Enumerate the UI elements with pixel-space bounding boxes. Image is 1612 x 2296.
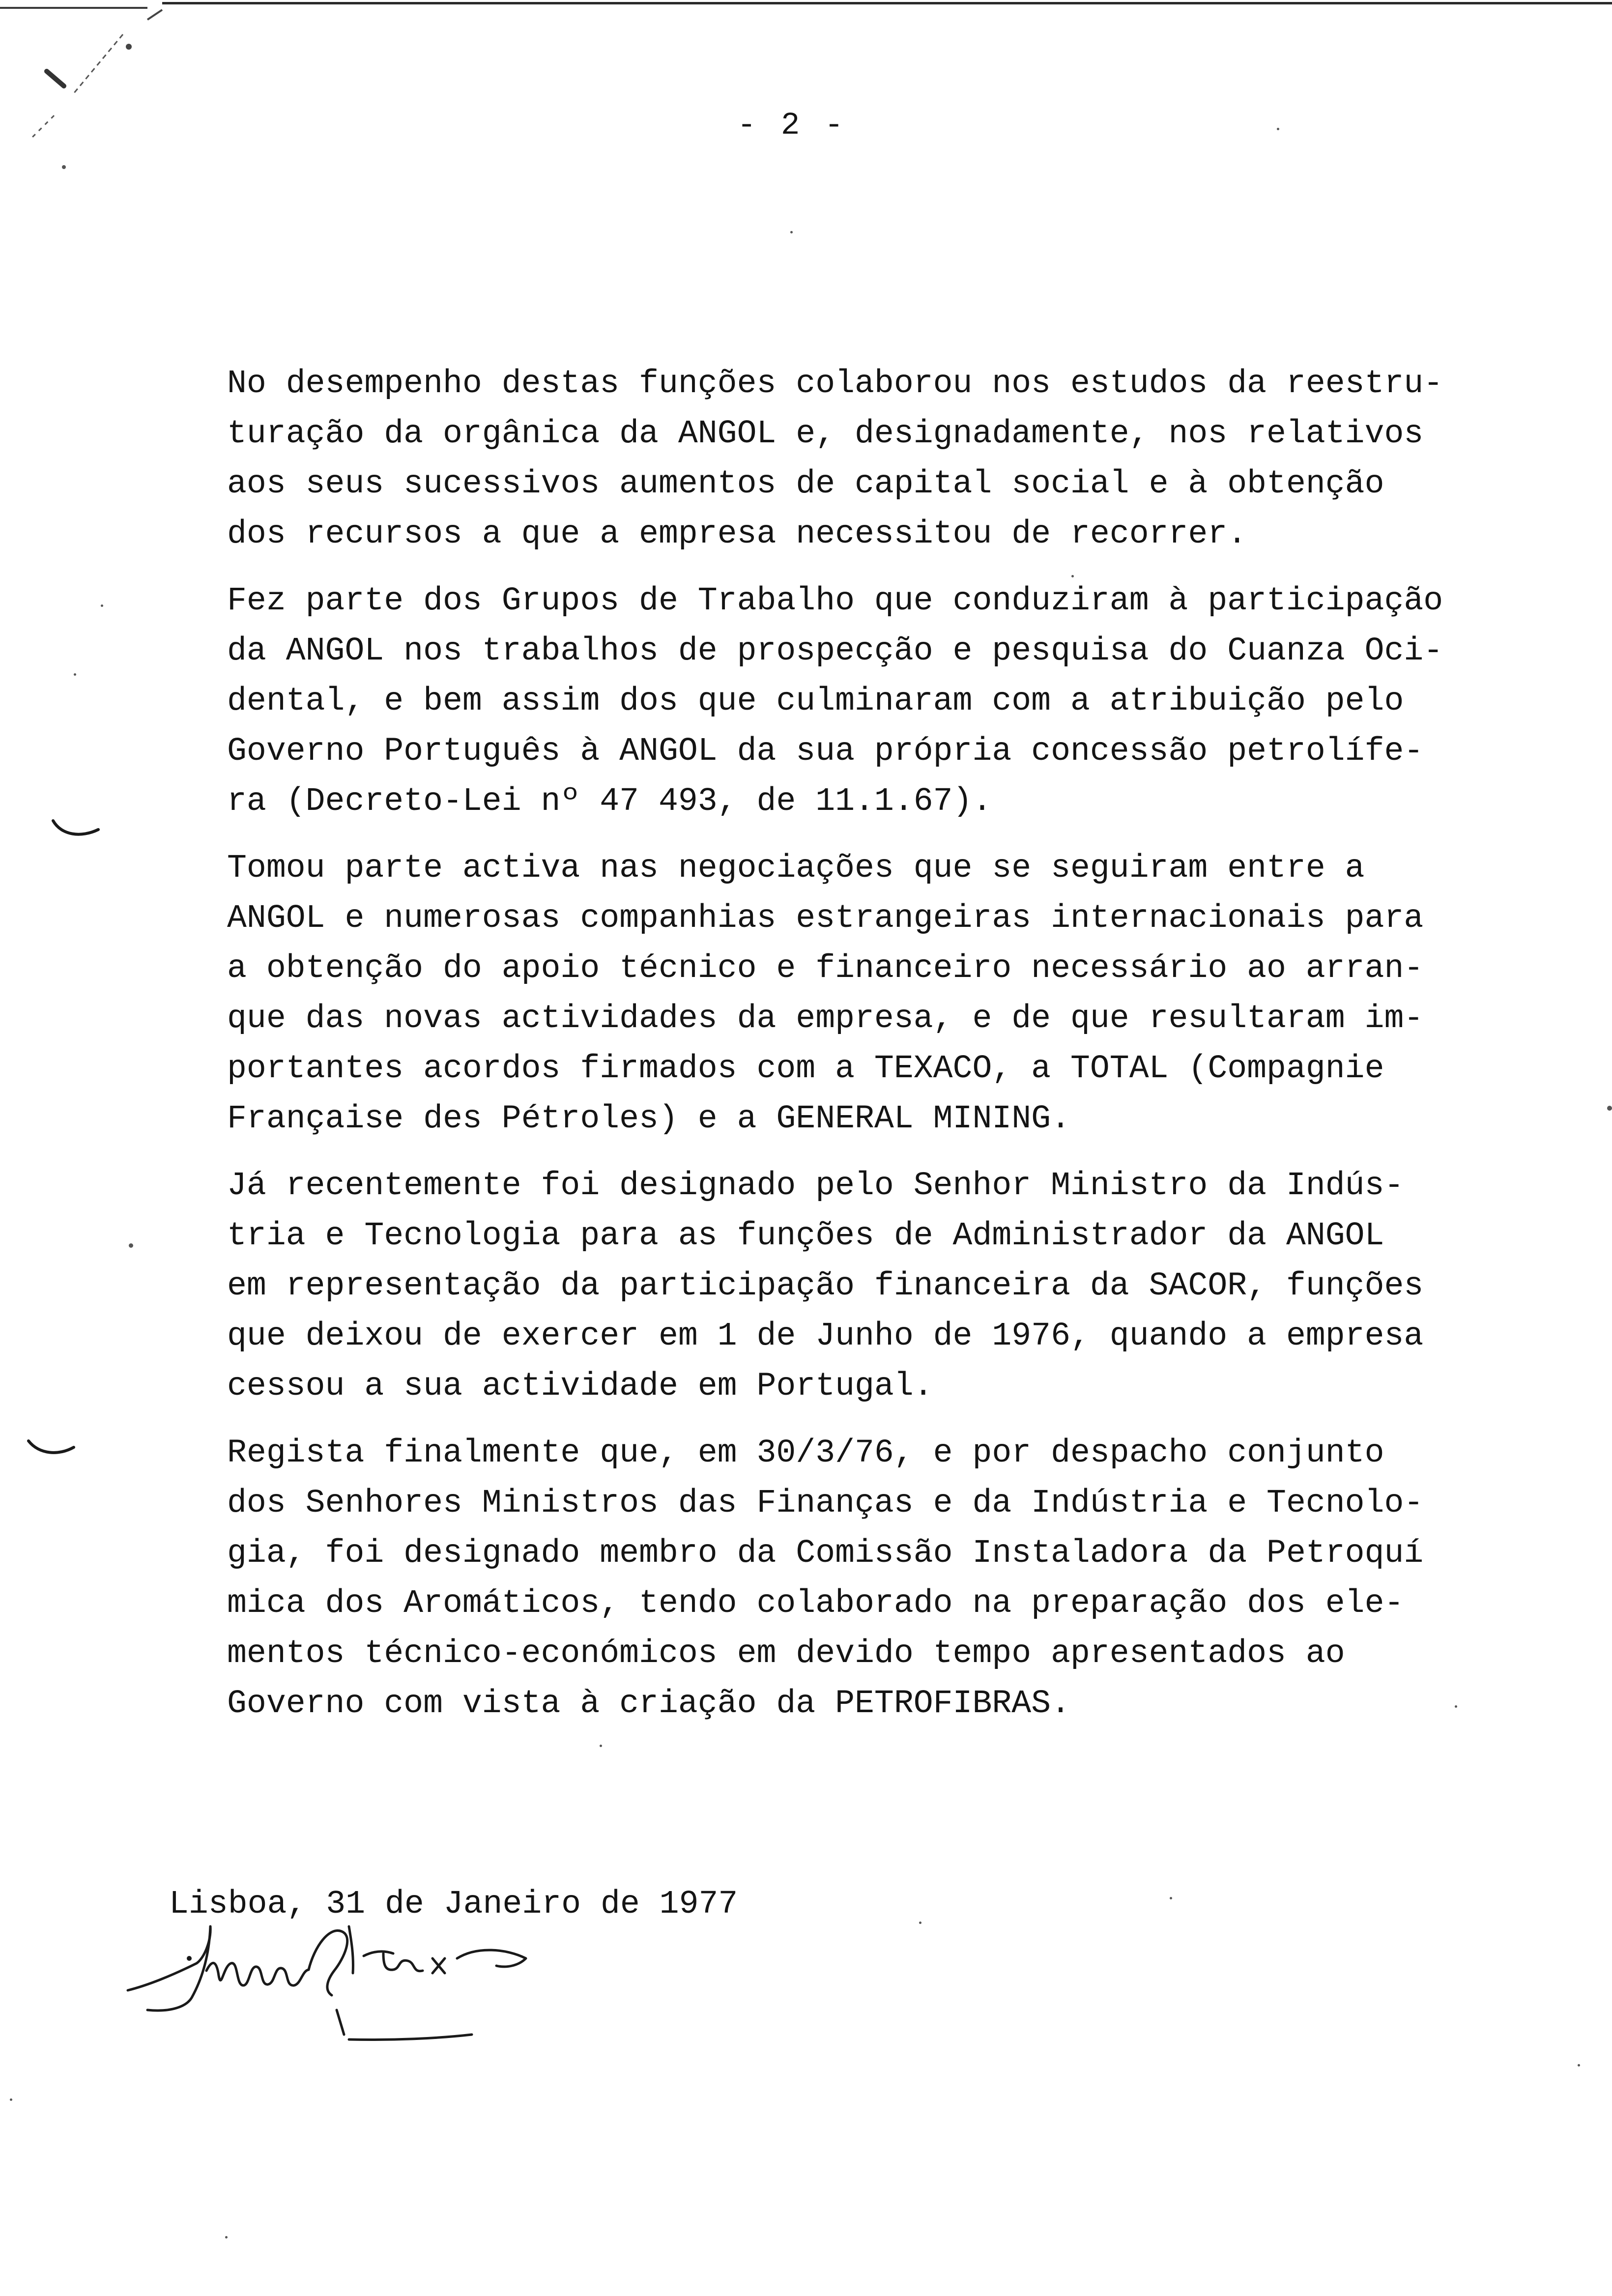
text-line: gia, foi designado membro da Comissão Instaladora da Petroquí	[227, 1535, 1424, 1572]
scan-speck	[129, 1243, 133, 1248]
top-border-line	[162, 2, 1612, 4]
paragraph-working-groups	[227, 576, 1505, 827]
scan-speck	[225, 2236, 228, 2239]
scan-speck	[1607, 1106, 1612, 1111]
scan-speck	[1455, 1705, 1457, 1708]
place-and-date: Lisboa, 31 de Janeiro de 1977	[169, 1886, 738, 1923]
text-line: Fez parte dos Grupos de Trabalho que conduziram à participação	[227, 582, 1443, 619]
margin-bracket-mark	[25, 1435, 79, 1464]
text-line: No desempenho destas funções colaborou nos estudos da reestru-	[227, 365, 1443, 402]
text-line: Française des Pétroles) e a GENERAL MINING.	[227, 1100, 1070, 1137]
text-line: da ANGOL nos trabalhos de prospecção e pesquisa do Cuanza Oci-	[227, 632, 1443, 669]
paragraph-administrator	[227, 1161, 1505, 1411]
text-line: dos recursos a que a empresa necessitou de recorrer.	[227, 516, 1247, 552]
text-line: turação da orgânica da ANGOL e, designadamente, nos relativos	[227, 415, 1424, 452]
handwritten-signature	[118, 1912, 560, 2074]
text-line: a obtenção do apoio técnico e financeiro necessário ao arran-	[227, 950, 1424, 987]
text-line: Tomou parte activa nas negociações que se seguiram entre a	[227, 850, 1365, 887]
text-line: em representação da participação financeira da SACOR, funções	[227, 1267, 1424, 1304]
scan-speck	[1170, 1897, 1172, 1899]
scan-speck	[600, 1745, 602, 1747]
text-line: mentos técnico-económicos em devido tempo apresentados ao	[227, 1635, 1345, 1672]
scan-speck	[790, 231, 793, 233]
text-line: cessou a sua actividade em Portugal.	[227, 1368, 933, 1405]
scan-speck	[101, 604, 103, 607]
scan-speck	[1277, 128, 1279, 130]
paragraph-functions	[227, 359, 1505, 559]
text-line: dental, e bem assim dos que culminaram com a atribuição pelo	[227, 683, 1404, 719]
text-line: Já recentemente foi designado pelo Senhor Ministro da Indús-	[227, 1167, 1404, 1204]
scan-speck	[74, 673, 76, 676]
paragraph-negotiations	[227, 843, 1505, 1144]
scan-speck	[1578, 2064, 1580, 2066]
corner-scan-mark	[0, 0, 167, 187]
text-line: mica dos Aromáticos, tendo colaborado na preparação dos ele-	[227, 1585, 1404, 1622]
text-line: ANGOL e numerosas companhias estrangeiras internacionais para	[227, 900, 1424, 937]
text-line: que das novas actividades da empresa, e de que resultaram im-	[227, 1000, 1424, 1037]
body-text	[227, 359, 1505, 1746]
text-line: dos Senhores Ministros das Finanças e da Indústria e Tecnolo-	[227, 1485, 1424, 1521]
margin-bracket-mark	[49, 816, 103, 845]
text-line: Regista finalmente que, em 30/3/76, e por despacho conjunto	[227, 1435, 1384, 1471]
text-line: ra (Decreto-Lei nº 47 493, de 11.1.67).	[227, 783, 992, 820]
scan-speck	[919, 1922, 921, 1924]
text-line: aos seus sucessivos aumentos de capital social e à obtenção	[227, 465, 1384, 502]
text-line: tria e Tecnologia para as funções de Administrador da ANGOL	[227, 1217, 1384, 1254]
paragraph-commission	[227, 1428, 1505, 1729]
page-number: - 2 -	[737, 108, 847, 144]
scan-speck	[1071, 575, 1074, 577]
text-line: portantes acordos firmados com a TEXACO, a TOTAL (Compagnie	[227, 1050, 1384, 1087]
text-line: Governo com vista à criação da PETROFIBRAS.	[227, 1685, 1070, 1722]
text-line: Governo Português à ANGOL da sua própria concessão petrolífe-	[227, 733, 1424, 770]
scan-speck	[10, 2098, 12, 2101]
text-line: que deixou de exercer em 1 de Junho de 1976, quando a empresa	[227, 1318, 1424, 1354]
